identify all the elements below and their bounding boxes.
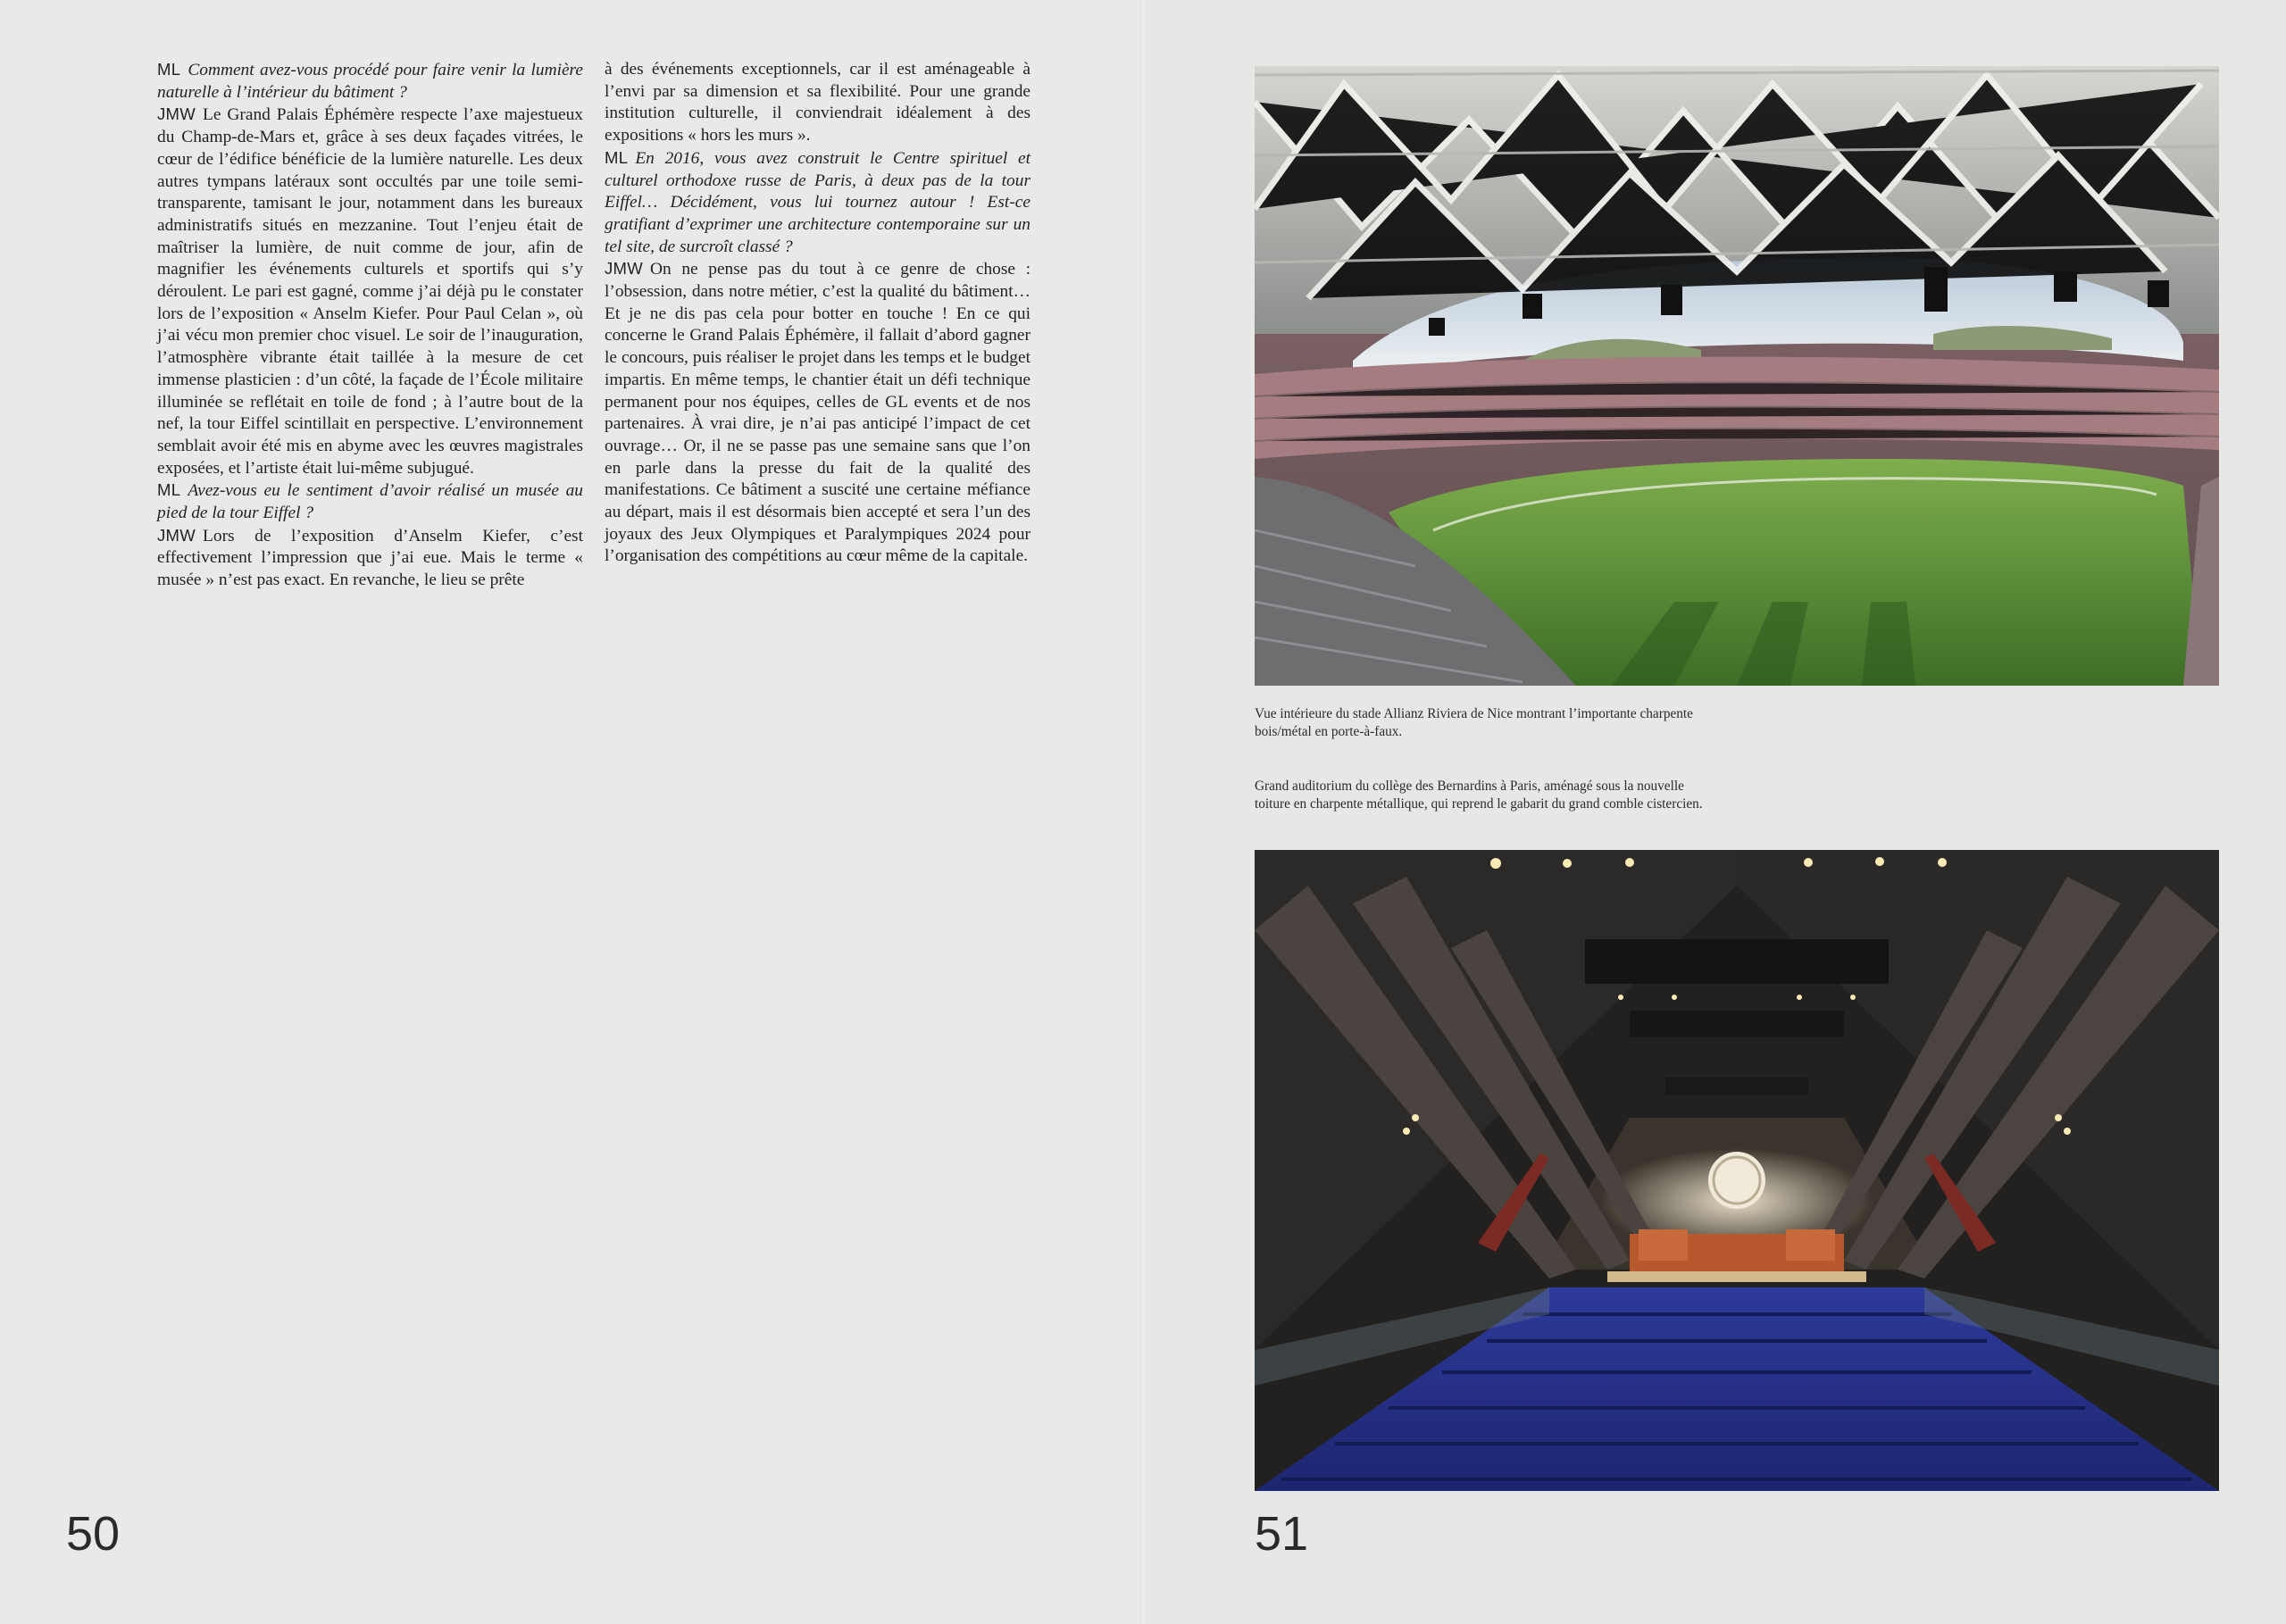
answer-3 — [605, 258, 1030, 568]
auditorium-photo — [1255, 850, 2219, 1491]
answer-1 — [157, 104, 583, 479]
answer-text: Le Grand Palais Éphémère respecte l’axe majestueux du Champ-de-Mars et, grâce à ses deux façades vitrées, le cœur de l’édifice bénéficie de la lumière naturelle. Les deux autres tympans latéraux sont occultés par une toile semi-transparente, tamisant le jour, notamment dans les bureaux administratifs situés en mezzanine. Tout l’enjeu était de maîtriser la lumière, de nuit comme de jour, afin de magnifier les événements culturels et sportifs qui s’y déroulent. Le pari est gagné, comme j’ai déjà pu le constater lors de l’exposition « Anselm Kiefer. Pour Paul Celan », où j’ai vécu mon premier choc visuel. Le soir de l’inauguration, l’atmosphère vibrante était taillée à la mesure de cet immense plasticien : d’un côté, la façade de l’École militaire illuminée se reflétait en toile de fond ; à l’autre bout de la nef, la tour Eiffel scintillait en perspective. L’environnement semblait avoir été mis en abyme avec les œuvres magistrales exposées, et l’artiste était lui-même subjugué. — [157, 105, 583, 478]
page-number-right: 51 — [1255, 1507, 1309, 1561]
book-gutter — [1139, 0, 1147, 1624]
question-1 — [157, 59, 583, 104]
text-column-1 — [157, 59, 583, 592]
speaker-ml: ML — [157, 60, 181, 79]
auditorium-caption: Grand auditorium du collège des Bernardins à Paris, aménagé sous la nouvelle toiture en charpente métallique, qui reprend le gabarit du grand comble cistercien. — [1255, 779, 1703, 812]
answer-text: On ne pense pas du tout à ce genre de chose : l’obsession, dans notre métier, c’est la qualité du bâtiment… Et je ne dis pas cela pour botter en touche ! En ce qui concerne le Grand Palais Éphémère, il fallait d’abord gagner le concours, puis réaliser le projet dans les temps et le budget impartis. En même temps, le chantier était un défi technique permanent pour nos équipes, celles de GL events et de nos partenaires. À vrai dire, je n’ai pas anticipé l’impact de cet ouvrage… Or, il ne se passe pas une semaine sans que l’on en parle dans la presse du fait de la qualité des manifestations. Ce bâtiment a suscité une certaine méfiance au départ, mais il est désormais bien accepté et sera l’un des joyaux des Jeux Olympiques et Paralympiques 2024 pour l’organisation des compétitions au cœur même de la capitale. — [605, 260, 1030, 566]
question-text: Avez-vous eu le sentiment d’avoir réalisé un musée au pied de la tour Eiffel ? — [157, 481, 583, 523]
speaker-ml: ML — [157, 480, 181, 500]
question-3 — [605, 147, 1030, 259]
speaker-jmw: JMW — [605, 259, 644, 279]
stadium-caption: Vue intérieure du stade Allianz Riviera de Nice montrant l’importante charpente bois/métal en porte-à-faux. — [1255, 706, 1693, 739]
stadium-photo — [1255, 66, 2219, 686]
answer-text: Lors de l’exposition d’Anselm Kiefer, c’est effectivement l’impression que j’ai eue. Mais le terme « musée » n’est pas exact. En revanche, le lieu se prête — [157, 526, 583, 590]
speaker-jmw: JMW — [157, 104, 196, 124]
question-text: Comment avez-vous procédé pour faire venir la lumière naturelle à l’intérieur du bâtiment ? — [157, 61, 583, 102]
question-text: En 2016, vous avez construit le Centre spirituel et culturel orthodoxe russe de Paris, à deux pas de la tour Eiffel… Décidément, vous lui tournez autour ! Est-ce gratifiant d’exprimer une architecture contemporaine sur un tel site, de surcroît classé ? — [605, 148, 1030, 256]
page-number-left: 50 — [66, 1507, 121, 1561]
answer-text: à des événements exceptionnels, car il est aménageable à l’envi par sa dimension et sa flexibilité. Pour une grande institution culturelle, il conviendrait idéalement à des expositions « hors les murs ». — [605, 60, 1030, 146]
text-column-2 — [605, 59, 1030, 568]
answer-2-start — [157, 525, 583, 592]
answer-2-end — [605, 59, 1030, 147]
speaker-ml: ML — [605, 147, 629, 167]
speaker-jmw: JMW — [157, 525, 196, 545]
question-2 — [157, 479, 583, 524]
